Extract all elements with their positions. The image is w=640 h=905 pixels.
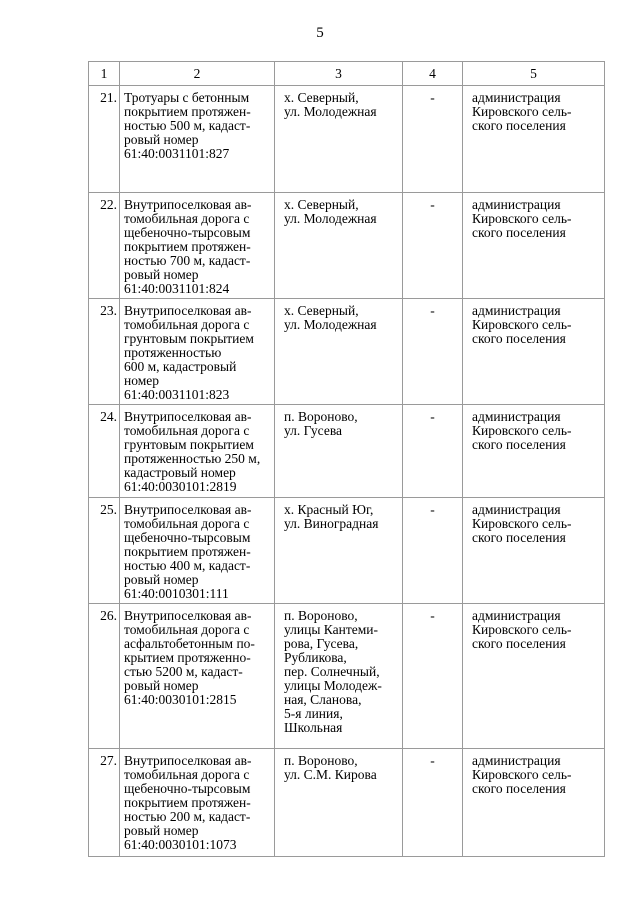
object-name-line: покрытием протяжен-: [124, 544, 251, 559]
object-name-line: покрытием протяжен-: [124, 104, 251, 119]
address-line: улицы Молодеж-: [284, 678, 382, 693]
table-row: [89, 193, 605, 299]
object-name-line: Внутрипоселковая ав-: [124, 303, 252, 318]
address-line: ул. Молодежная: [284, 317, 377, 332]
address-cell: [275, 193, 403, 299]
holder-cell: [463, 749, 605, 857]
address-line: ул. С.М. Кирова: [284, 767, 377, 782]
object-name-line: ровый номер: [124, 823, 199, 838]
object-name-line: томобильная дорога с: [124, 211, 250, 226]
object-name-line: стью 5200 м, кадаст-: [124, 664, 243, 679]
object-name-line: щебеночно-тырсовым: [124, 530, 251, 545]
address-line: ул. Молодежная: [284, 104, 377, 119]
address-line: п. Вороново,: [284, 608, 358, 623]
object-name-line: 61:40:0030101:1073: [124, 837, 237, 852]
address-line: пер. Солнечный,: [284, 664, 380, 679]
object-name-cell: [120, 604, 275, 749]
object-name-line: Внутрипоселковая ав-: [124, 608, 252, 623]
holder-line: ского поселения: [472, 118, 566, 133]
row-number: 22.: [89, 193, 120, 299]
property-table: [88, 61, 605, 857]
object-name-line: томобильная дорога с: [124, 423, 250, 438]
object-name-line: томобильная дорога с: [124, 317, 250, 332]
holder-line: ского поселения: [472, 530, 566, 545]
object-name-line: асфальтобетонным по-: [124, 636, 255, 651]
object-name-line: ровый номер: [124, 132, 199, 147]
object-name-line: грунтовым покрытием: [124, 331, 254, 346]
holder-cell: [463, 193, 605, 299]
holder-cell: [463, 299, 605, 405]
address-cell: [275, 749, 403, 857]
column-4-value: -: [403, 86, 463, 193]
object-name-line: крытием протяженно-: [124, 650, 251, 665]
object-name-line: кадастровый номер: [124, 465, 236, 480]
object-name-line: покрытием протяжен-: [124, 239, 251, 254]
object-name-line: ностью 700 м, кадаст-: [124, 253, 251, 268]
address-line: п. Вороново,: [284, 409, 358, 424]
object-name-line: Внутрипоселковая ав-: [124, 753, 252, 768]
address-cell: [275, 299, 403, 405]
address-line: х. Северный,: [284, 303, 359, 318]
table-row: [89, 604, 605, 749]
object-name-line: Тротуары с бетонным: [124, 90, 250, 105]
address-line: рова, Гусева,: [284, 636, 359, 651]
object-name-cell: [120, 86, 275, 193]
holder-line: Кировского сель-: [472, 622, 572, 637]
object-name-line: грунтовым покрытием: [124, 437, 254, 452]
holder-line: Кировского сель-: [472, 767, 572, 782]
address-line: ная, Сланова,: [284, 692, 362, 707]
column-4-value: -: [403, 299, 463, 405]
object-name-line: томобильная дорога с: [124, 516, 250, 531]
holder-line: ского поселения: [472, 225, 566, 240]
object-name-cell: [120, 193, 275, 299]
object-name-line: 61:40:0010301:111: [124, 586, 229, 601]
object-name-cell: [120, 498, 275, 604]
object-name-line: ностью 200 м, кадаст-: [124, 809, 251, 824]
header-cell-4: 4: [403, 62, 463, 86]
object-name-line: 600 м, кадастровый: [124, 359, 237, 374]
header-cell-5: 5: [463, 62, 605, 86]
holder-line: администрация: [472, 303, 561, 318]
object-name-line: протяженностью: [124, 345, 222, 360]
column-4-value: -: [403, 193, 463, 299]
column-4-value: -: [403, 604, 463, 749]
object-name-line: ностью 400 м, кадаст-: [124, 558, 251, 573]
row-number: 26.: [89, 604, 120, 749]
object-name-line: Внутрипоселковая ав-: [124, 409, 252, 424]
object-name-line: Внутрипоселковая ав-: [124, 197, 252, 212]
row-number: 25.: [89, 498, 120, 604]
address-cell: [275, 604, 403, 749]
header-cell-3: 3: [275, 62, 403, 86]
object-name-line: ровый номер: [124, 267, 199, 282]
holder-cell: [463, 86, 605, 193]
table-row: [89, 749, 605, 857]
holder-line: ского поселения: [472, 636, 566, 651]
holder-line: Кировского сель-: [472, 211, 572, 226]
column-4-value: -: [403, 498, 463, 604]
table-row: [89, 498, 605, 604]
holder-line: администрация: [472, 409, 561, 424]
holder-line: Кировского сель-: [472, 104, 572, 119]
object-name-line: ровый номер: [124, 678, 199, 693]
page-number: 5: [316, 25, 324, 41]
address-line: х. Красный Юг,: [284, 502, 374, 517]
object-name-line: 61:40:0031101:824: [124, 281, 230, 296]
address-cell: [275, 86, 403, 193]
object-name-cell: [120, 299, 275, 405]
holder-line: Кировского сель-: [472, 317, 572, 332]
object-name-line: протяженностью 250 м,: [124, 451, 261, 466]
row-number: 21.: [89, 86, 120, 193]
object-name-line: томобильная дорога с: [124, 767, 250, 782]
address-line: ул. Молодежная: [284, 211, 377, 226]
holder-line: администрация: [472, 197, 561, 212]
address-cell: [275, 405, 403, 498]
object-name-cell: [120, 749, 275, 857]
holder-line: Кировского сель-: [472, 516, 572, 531]
table-header-row: [89, 62, 605, 86]
column-4-value: -: [403, 749, 463, 857]
address-line: п. Вороново,: [284, 753, 358, 768]
address-line: ул. Виноградная: [284, 516, 379, 531]
address-line: х. Северный,: [284, 90, 359, 105]
address-line: Рубликова,: [284, 650, 347, 665]
holder-cell: [463, 405, 605, 498]
holder-line: администрация: [472, 502, 561, 517]
holder-line: администрация: [472, 90, 561, 105]
address-line: 5-я линия,: [284, 706, 343, 721]
address-cell: [275, 498, 403, 604]
row-number: 27.: [89, 749, 120, 857]
address-line: х. Северный,: [284, 197, 359, 212]
object-name-line: 61:40:0030101:2815: [124, 692, 237, 707]
object-name-line: номер: [124, 373, 160, 388]
holder-cell: [463, 498, 605, 604]
row-number: 23.: [89, 299, 120, 405]
holder-line: ского поселения: [472, 331, 566, 346]
column-4-value: -: [403, 405, 463, 498]
object-name-line: 61:40:0031101:823: [124, 387, 230, 402]
object-name-line: 61:40:0031101:827: [124, 146, 230, 161]
object-name-cell: [120, 405, 275, 498]
table-row: [89, 86, 605, 193]
holder-line: ского поселения: [472, 437, 566, 452]
object-name-line: ровый номер: [124, 572, 199, 587]
object-name-line: Внутрипоселковая ав-: [124, 502, 252, 517]
address-line: Школьная: [284, 720, 343, 735]
address-line: ул. Гусева: [284, 423, 343, 438]
holder-cell: [463, 604, 605, 749]
row-number: 24.: [89, 405, 120, 498]
holder-line: администрация: [472, 608, 561, 623]
table-row: [89, 299, 605, 405]
holder-line: ского поселения: [472, 781, 566, 796]
object-name-line: щебеночно-тырсовым: [124, 781, 251, 796]
object-name-line: ностью 500 м, кадаст-: [124, 118, 251, 133]
address-line: улицы Кантеми-: [284, 622, 378, 637]
holder-line: Кировского сель-: [472, 423, 572, 438]
header-cell-1: 1: [89, 62, 120, 86]
object-name-line: щебеночно-тырсовым: [124, 225, 251, 240]
object-name-line: 61:40:0030101:2819: [124, 479, 237, 494]
header-cell-2: 2: [120, 62, 275, 86]
object-name-line: томобильная дорога с: [124, 622, 250, 637]
object-name-line: покрытием протяжен-: [124, 795, 251, 810]
table-row: [89, 405, 605, 498]
holder-line: администрация: [472, 753, 561, 768]
